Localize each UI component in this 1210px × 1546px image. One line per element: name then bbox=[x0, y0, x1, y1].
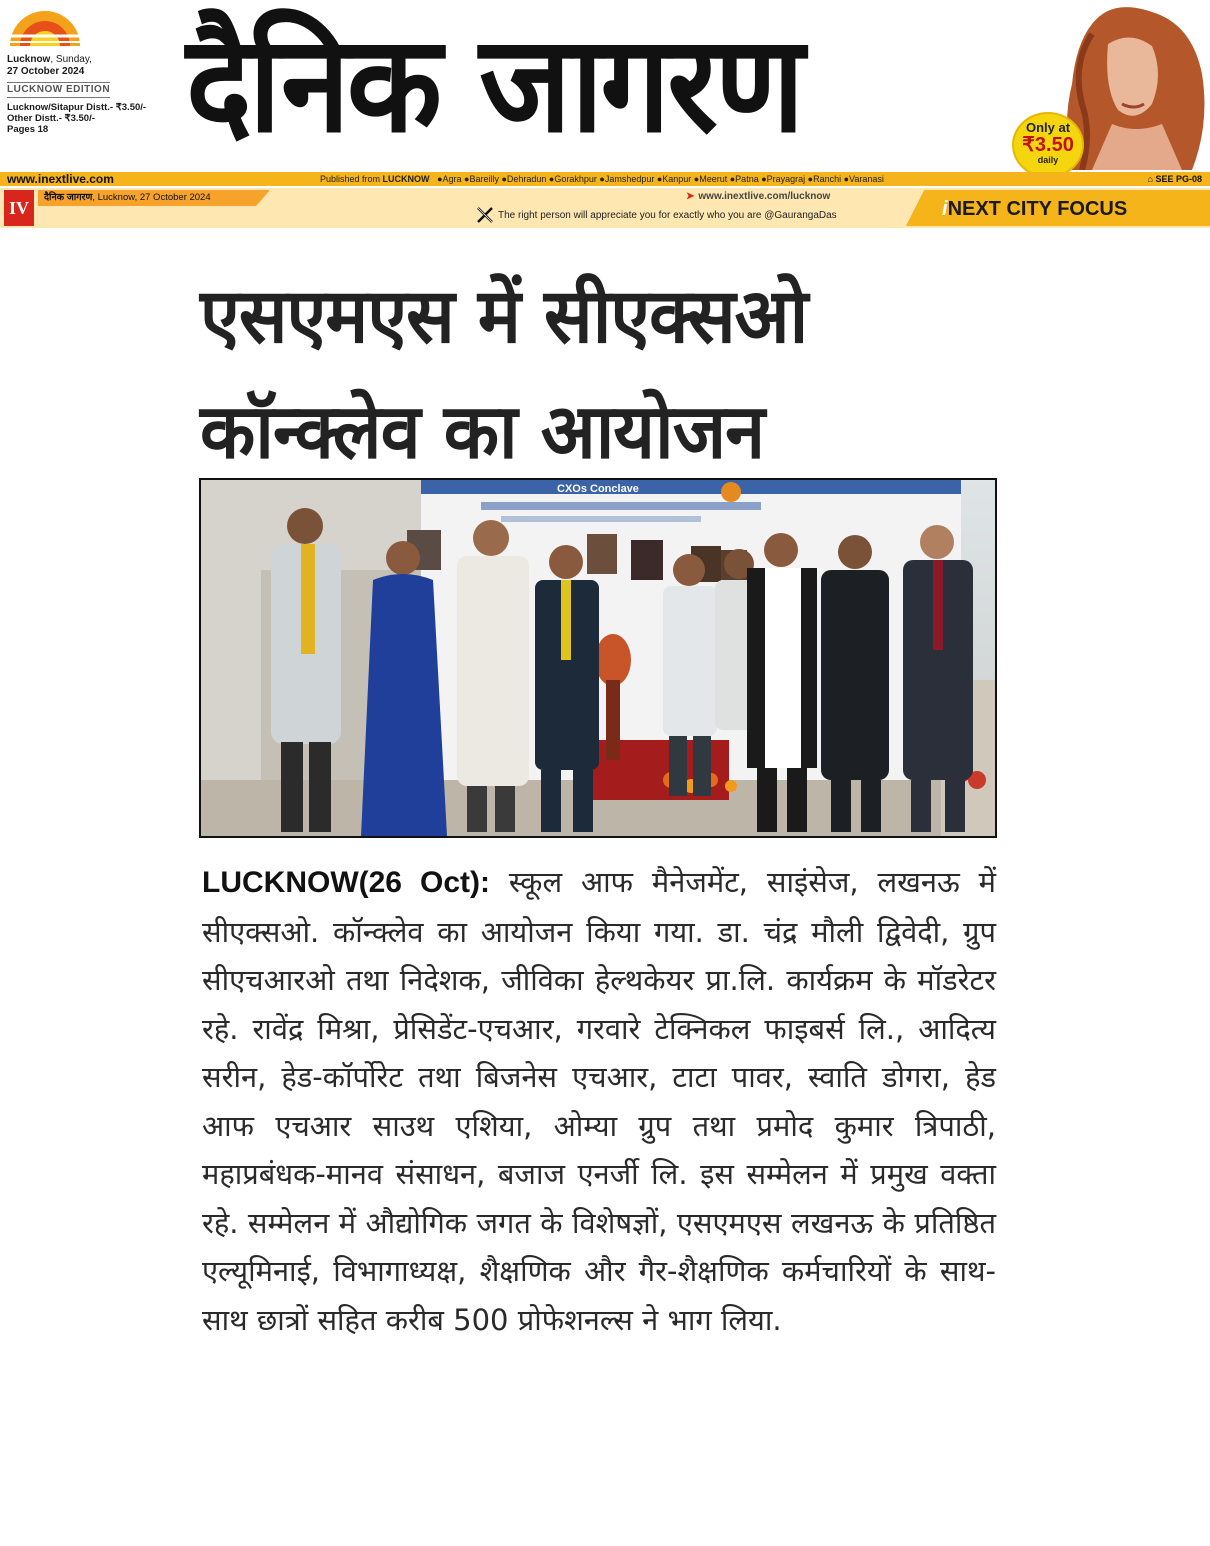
editions-list: ●Agra ●Bareilly ●Dehradun ●Gorakhpur ●Jamshedpur ●Kanpur ●Meerut ●Patna ●Prayagraj ●Ranchi ●Varanasi bbox=[437, 174, 884, 184]
price-badge bbox=[1012, 112, 1084, 178]
see-page-link[interactable] bbox=[1148, 172, 1202, 186]
x-logo-icon bbox=[476, 206, 494, 224]
person-3 bbox=[457, 520, 529, 832]
arrow-icon: ➤ bbox=[686, 191, 695, 202]
page-number: IV bbox=[4, 190, 34, 226]
quote-line bbox=[476, 206, 837, 226]
quote-text: The right person will appreciate you for exactly who you are @GaurangaDas bbox=[498, 210, 837, 221]
newspaper-title: दैनिक जागरण bbox=[186, 7, 802, 163]
price-badge-label: Only at bbox=[1025, 120, 1071, 135]
price-badge-price: ₹3.50 bbox=[1022, 134, 1074, 156]
article-body bbox=[202, 858, 996, 1344]
edition-info bbox=[7, 54, 177, 135]
event-photo-illustration bbox=[201, 480, 995, 836]
price-line-other: Other Distt.- ₹3.50/- bbox=[7, 113, 95, 124]
headline-line-2: कॉन्क्लेव का आयोजन bbox=[200, 387, 765, 476]
city-url-text: www.inextlive.com/lucknow bbox=[698, 191, 831, 202]
page-count: Pages 18 bbox=[7, 124, 49, 135]
issue-date: 27 October 2024 bbox=[7, 66, 85, 77]
city-label: Lucknow bbox=[7, 54, 51, 65]
see-page-label: SEE PG-08 bbox=[1155, 174, 1202, 184]
website-link[interactable]: www.inextlive.com bbox=[7, 172, 114, 186]
published-city: LUCKNOW bbox=[382, 174, 430, 184]
home-icon: ⌂ bbox=[1147, 174, 1153, 184]
headline-line-1: एसएमएस में सीएक्सओ bbox=[200, 271, 808, 360]
dateline-text: , Lucknow, 27 October 2024 bbox=[92, 192, 211, 203]
day-label: , Sunday, bbox=[50, 54, 92, 65]
price-badge-period: daily bbox=[1037, 155, 1059, 165]
article-dateline: LUCKNOW(26 Oct): bbox=[202, 866, 490, 899]
event-photo bbox=[199, 478, 997, 838]
published-from bbox=[320, 172, 884, 186]
article-headline bbox=[200, 258, 1000, 489]
city-url-link[interactable] bbox=[686, 190, 830, 204]
paper-name: दैनिक जागरण bbox=[44, 192, 93, 203]
price-line-local: Lucknow/Sitapur Distt.- ₹3.50/- bbox=[7, 102, 147, 113]
sun-logo-icon bbox=[6, 6, 84, 46]
edition-label: LUCKNOW EDITION bbox=[7, 82, 110, 98]
price-block bbox=[7, 102, 177, 135]
city-focus-title bbox=[942, 192, 1127, 226]
article-text: स्कूल आफ मैनेजमेंट, साइंसेज, लखनऊ में सीएक्सओ. कॉन्क्लेव का आयोजन किया गया. डा. चंद्र मौली द्विवेदी, ग्रुप सीएचआरओ तथा निदेशक, जीविका हेल्थकेयर प्रा.लि. कार्यक्रम के मॉडरेटर रहे. रावेंद्र मिश्रा, प्रेसिडेंट-एचआर, गरवारे टेक्निकल फाइबर्स लि., आदित्य सरीन, हेड-कॉर्पोरेट तथा बिजनेस एचआर, टाटा पावर, स्वाति डोगरा, हेड आफ एचआर साउथ एशिया, ओम्या ग्रुप तथा प्रमोद कुमार त्रिपाठी, महाप्रबंधक-मानव संसाधन, बजाज एनर्जी लि. इस सम्मेलन में प्रमुख वक्ता रहे. सम्मेलन में औद्योगिक जगत के विशेषज्ञों, एसएमएस लखनऊ के प्रतिष्ठित एल्यूमिनाई, विभागाध्यक्ष, शैक्षणिक और गैर-शैक्षणिक कर्मचारियों के साथ-साथ छात्रों सहित करीब 500 प्रोफेशनल्स ने भाग लिया. bbox=[202, 865, 996, 1337]
published-label: Published from bbox=[320, 174, 381, 184]
focus-prefix: i bbox=[942, 198, 948, 220]
section-dateline bbox=[44, 190, 211, 206]
backdrop-banner-text: CXOs Conclave bbox=[557, 483, 639, 495]
focus-title: NEXT CITY FOCUS bbox=[947, 198, 1128, 220]
